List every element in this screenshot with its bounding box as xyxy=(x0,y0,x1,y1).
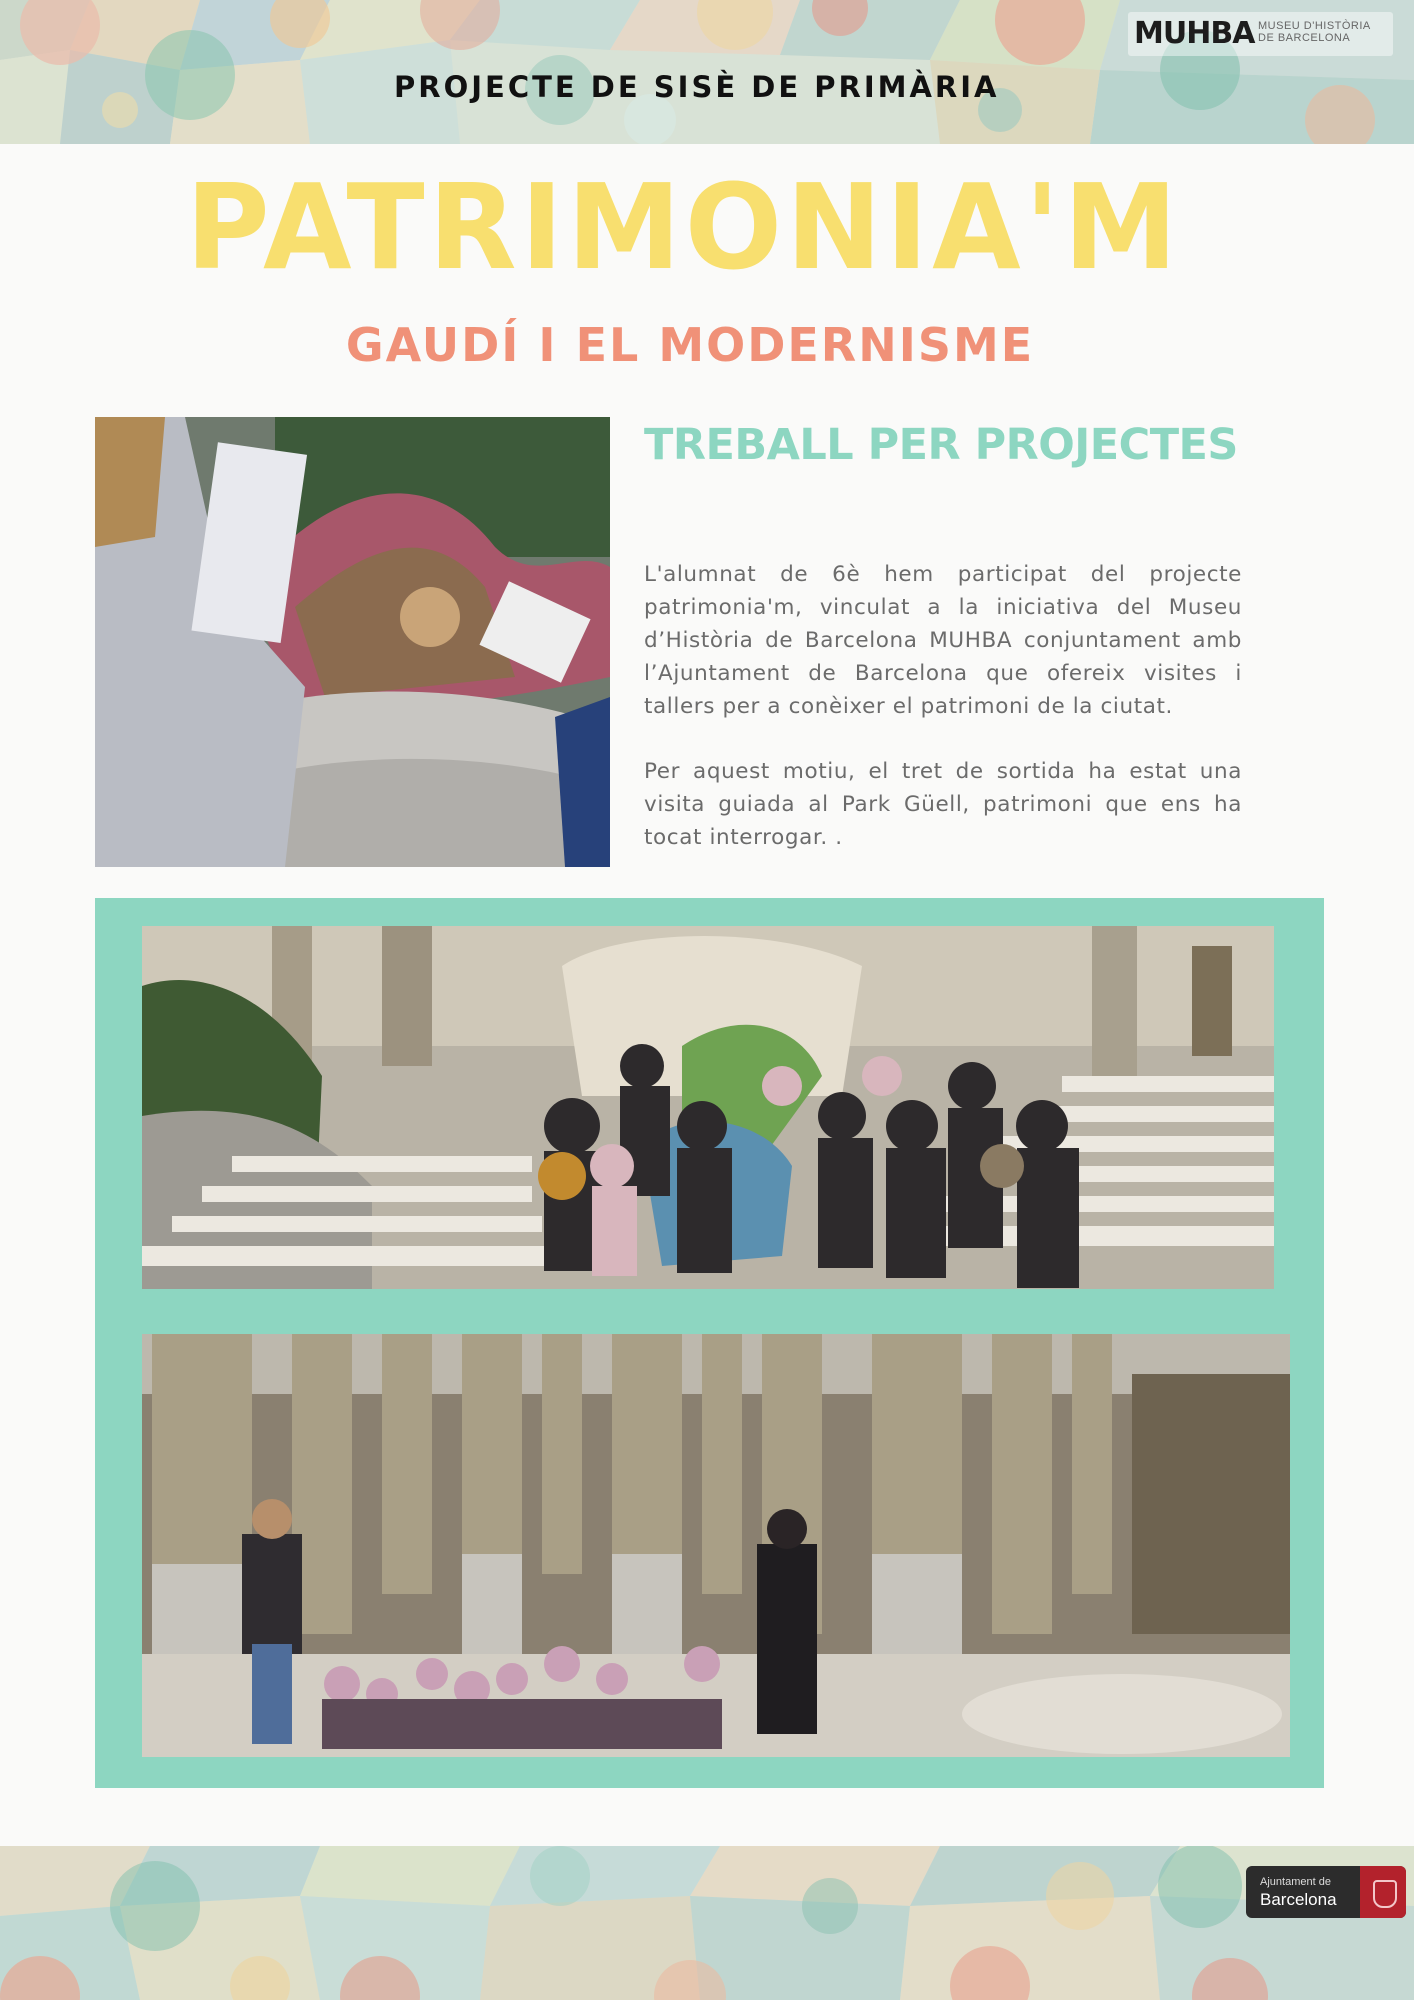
muhba-logo-subtitle-line-2: DE BARCELONA xyxy=(1258,32,1351,44)
theme-title: GAUDÍ I EL MODERNISME xyxy=(345,318,1035,372)
hypostyle-hall-photo xyxy=(142,1334,1290,1757)
muhba-logo-subtitle-line-1: MUSEU D'HISTÒRIA xyxy=(1258,20,1371,32)
project-subtitle: PROJECTE DE SISÈ DE PRIMÀRIA xyxy=(394,70,1000,104)
muhba-logo-mark: MUHBA xyxy=(1134,16,1255,51)
ajuntament-logo-line-2: Barcelona xyxy=(1260,1890,1337,1909)
group-photo-dragon-stairs xyxy=(142,926,1274,1289)
intro-paragraph: L'alumnat de 6è hem participat del projecte patrimonia'm, vinculat a la iniciativa del Museu d’Història de Barcelona MUHBA conjuntament amb l’Ajuntament de Barcelona que ofereix visites i tallers per a conèixer el patrimoni de la ciutat. xyxy=(644,562,1242,719)
ajuntament-barcelona-logo xyxy=(1246,1866,1406,1918)
section-heading: TREBALL PER PROJECTES xyxy=(644,420,1238,470)
barcelona-shield-icon xyxy=(1360,1866,1406,1918)
muhba-logo-subtitle xyxy=(1258,20,1388,44)
ajuntament-logo-line-1: Ajuntament de xyxy=(1260,1876,1331,1888)
main-title: PATRIMONIA'M xyxy=(185,158,1182,296)
visit-paragraph: Per aquest motiu, el tret de sortida ha estat una visita guiada al Park Güell, patrimoni que ens ha tocat interrogar. . xyxy=(644,759,1242,850)
bottom-mosaic-banner xyxy=(0,1846,1414,2000)
muhba-logo xyxy=(1128,12,1393,56)
park-guell-bench-photo xyxy=(95,417,610,867)
